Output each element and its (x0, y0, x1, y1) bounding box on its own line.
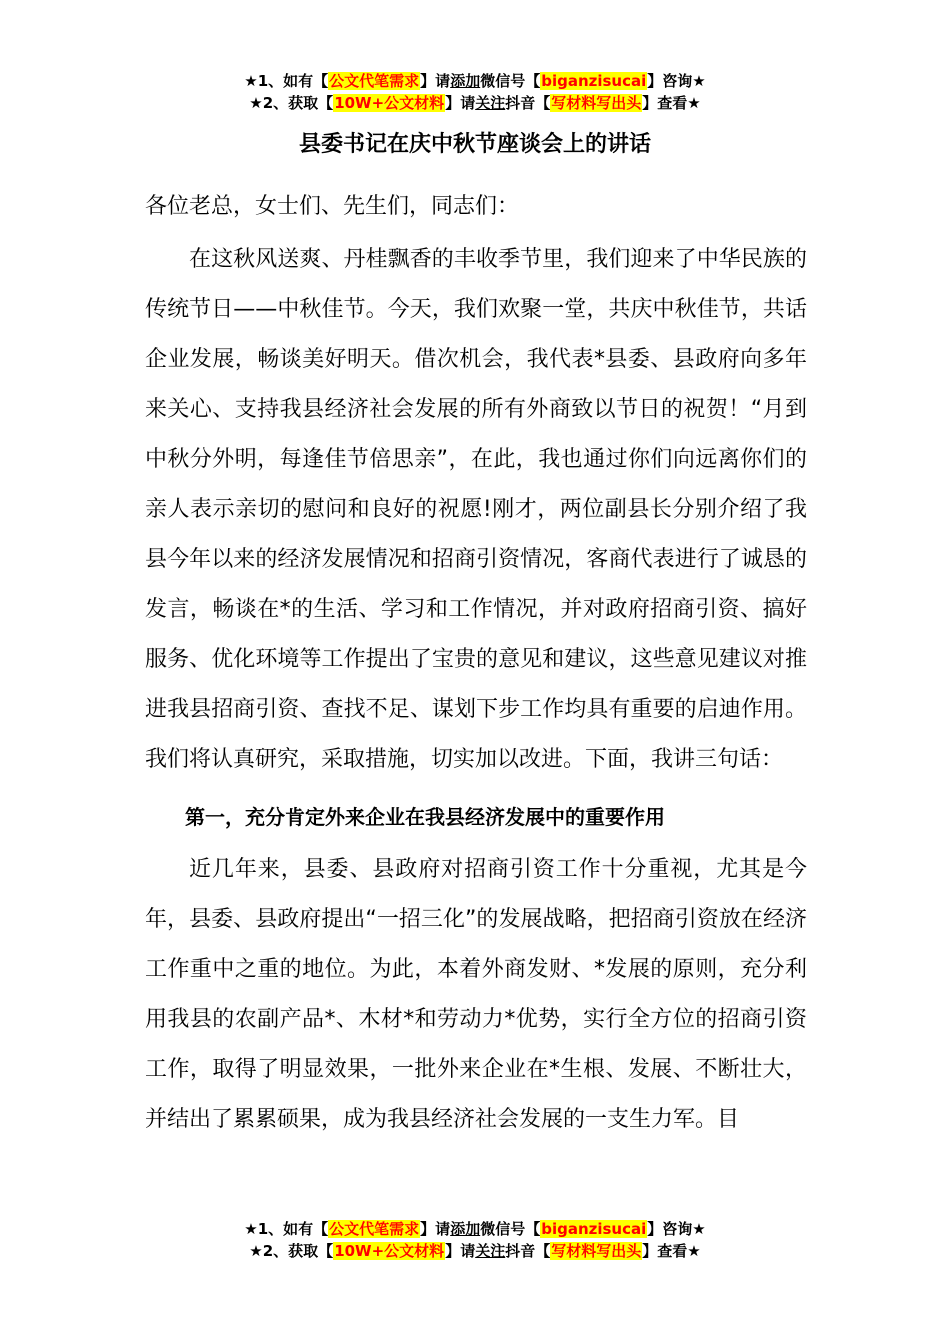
promo-banner-bottom (0, 1218, 950, 1262)
promo-text: 微信号【 (480, 72, 541, 90)
promo-text: 】查看★ (642, 94, 701, 112)
document-body (145, 185, 807, 1145)
promo-wechat-id: biganzisucai (541, 72, 647, 90)
promo-highlight: 10W+公文材料 (334, 94, 445, 112)
promo-underlined: 添加 (450, 72, 481, 90)
promo-highlight: 公文代笔需求 (329, 1220, 420, 1238)
promo-underlined: 关注 (475, 94, 506, 112)
section-heading-1: 第一，充分肯定外来企业在我县经济发展中的重要作用 (185, 805, 665, 829)
promo-line-1 (0, 70, 950, 92)
promo-text: 】查看★ (642, 1242, 701, 1260)
promo-douyin-id: 写材料写出头 (551, 94, 642, 112)
greeting: 各位老总，女士们、先生们，同志们： (145, 194, 520, 219)
promo-underlined: 关注 (475, 1242, 506, 1260)
promo-text: 】请 (420, 72, 451, 90)
promo-line-1 (0, 1218, 950, 1240)
promo-text: ★2、获取【 (249, 94, 334, 112)
promo-wechat-id: biganzisucai (541, 1220, 647, 1238)
promo-highlight: 10W+公文材料 (334, 1242, 445, 1260)
promo-text: ★2、获取【 (249, 1242, 334, 1260)
promo-banner-top (0, 70, 950, 114)
promo-text: 抖音【 (505, 1242, 551, 1260)
promo-douyin-id: 写材料写出头 (551, 1242, 642, 1260)
promo-text: 】咨询★ (647, 1220, 706, 1238)
paragraph-intro: 在这秋风送爽、丹桂飘香的丰收季节里，我们迎来了中华民族的传统节日——中秋佳节。今天，我们欢聚一堂，共庆中秋佳节，共话企业发展，畅谈美好明天。借次机会，我代表*县委、县政府向多年来关心、支持我县经济社会发展的所有外商致以节日的祝贺！“月到中秋分外明，每逢佳节倍思亲”，在此，我也通过你们向远离你们的亲人表示亲切的慰问和良好的祝愿!刚才，两位副县长分别介绍了我县今年以来的经济发展情况和招商引资情况，客商代表进行了诚恳的发言，畅谈在*的生活、学习和工作情况，并对政府招商引资、搞好服务、优化环境等工作提出了宝贵的意见和建议，这些意见建议对推进我县招商引资、查找不足、谋划下步工作均具有重要的启迪作用。我们将认真研究，采取措施，切实加以改进。下面，我讲三句话： (145, 247, 807, 772)
promo-text: 微信号【 (480, 1220, 541, 1238)
promo-underlined: 添加 (450, 1220, 481, 1238)
promo-text: ★1、如有【 (244, 72, 329, 90)
paragraph-section-1: 近几年来，县委、县政府对招商引资工作十分重视，尤其是今年，县委、县政府提出“一招三化”的发展战略，把招商引资放在经济工作重中之重的地位。为此，本着外商发财、*发展的原则，充分利用我县的农副产品*、木材*和劳动力*优势，实行全方位的招商引资工作，取得了明显效果，一批外来企业在*生根、发展、不断壮大，并结出了累累硕果，成为我县经济社会发展的一支生力军。目 (145, 857, 807, 1132)
promo-line-2 (0, 92, 950, 114)
promo-text: 】咨询★ (647, 72, 706, 90)
promo-text: 抖音【 (505, 94, 551, 112)
promo-line-2 (0, 1240, 950, 1262)
document-title: 县委书记在庆中秋节座谈会上的讲话 (298, 132, 651, 157)
promo-highlight: 公文代笔需求 (329, 72, 420, 90)
promo-text: 】请 (445, 94, 476, 112)
promo-text: 】请 (445, 1242, 476, 1260)
promo-text: 】请 (420, 1220, 451, 1238)
promo-text: ★1、如有【 (244, 1220, 329, 1238)
